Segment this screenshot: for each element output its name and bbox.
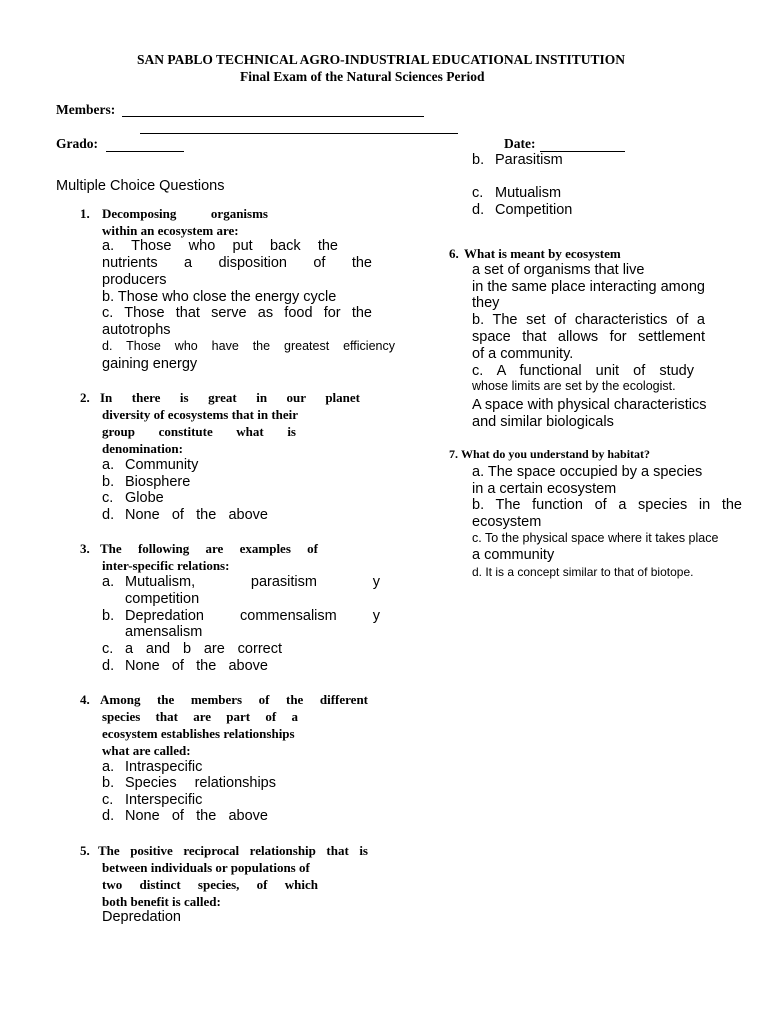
question-number: 4. — [80, 692, 90, 707]
option-a[interactable]: Depredation — [102, 909, 181, 925]
option-a-cont: they — [472, 295, 500, 311]
question-text: What do you understand by habitat? — [461, 447, 651, 461]
option-c[interactable]: Globe — [125, 490, 164, 506]
question-number: 3. — [80, 541, 90, 556]
option-a-cont: in a certain ecosystem — [472, 481, 617, 497]
question-text: inter-specific relations: — [102, 558, 230, 573]
option-b-cont: ecosystem — [472, 514, 542, 530]
option-letter: d. — [472, 202, 485, 218]
option-a[interactable]: a set of organisms that live — [472, 262, 645, 278]
question-text: diversity of ecosystems that in their — [102, 407, 299, 422]
option-a[interactable]: Community — [125, 457, 199, 473]
institution-name: SAN PABLO TECHNICAL AGRO-INDUSTRIAL EDUCATIONAL INSTITUTION — [137, 52, 625, 67]
question-number: 5. — [80, 843, 90, 858]
option-a[interactable]: a. The space occupied by a species — [472, 464, 703, 480]
option-d-cont: and similar biologicals — [472, 414, 614, 430]
option-b[interactable]: Biosphere — [125, 474, 191, 490]
question-number: 1. — [80, 206, 90, 221]
question-text: both benefit is called: — [102, 894, 221, 909]
option-a-cont: in the same place interacting among — [472, 279, 705, 295]
option-a[interactable]: Mutualism, parasitism y — [125, 574, 380, 590]
option-letter: a. — [102, 574, 115, 590]
question-number: 7. — [449, 447, 458, 461]
option-a[interactable]: a. Those who put back the — [102, 238, 338, 254]
option-c[interactable]: c. Those that serve as food for the — [102, 305, 372, 321]
option-c[interactable]: c. To the physical space where it takes place — [472, 531, 719, 545]
members-line-1[interactable] — [122, 116, 424, 117]
option-d[interactable]: None of the above — [125, 808, 268, 824]
option-letter: b. — [102, 608, 115, 624]
question-text: between individuals or populations of — [102, 860, 310, 875]
option-letter: b. — [102, 474, 115, 490]
question-number: 6. — [449, 246, 459, 261]
option-letter: a. — [102, 759, 115, 775]
question-text: What is meant by ecosystem — [464, 246, 621, 261]
option-letter: c. — [102, 792, 114, 808]
question-text: within an ecosystem are: — [102, 223, 239, 238]
option-b[interactable]: Depredation commensalism y — [125, 608, 380, 624]
option-letter: d. — [102, 507, 115, 523]
question-text: denomination: — [102, 441, 183, 456]
members-label: Members: — [56, 102, 116, 117]
option-letter: b. — [102, 775, 115, 791]
option-d[interactable]: d. Those who have the greatest efficiency — [102, 339, 395, 353]
option-letter: c. — [472, 185, 484, 201]
option-c[interactable]: a and b are correct — [125, 641, 282, 657]
option-c-cont: autotrophs — [102, 322, 171, 338]
section-title: Multiple Choice Questions — [56, 178, 225, 194]
option-b[interactable]: b. The function of a species in the — [472, 497, 742, 513]
question-text: The positive reciprocal relationship that is — [98, 843, 368, 858]
option-letter: a. — [102, 457, 115, 473]
members-line-2[interactable] — [140, 133, 458, 134]
question-text: The following are examples of — [100, 541, 318, 556]
option-letter: c. — [102, 490, 114, 506]
question-text: ecosystem establishes relationships — [102, 726, 295, 741]
option-a-cont: producers — [102, 272, 167, 288]
option-d[interactable]: None of the above — [125, 658, 268, 674]
option-d[interactable]: d. It is a concept similar to that of biotope. — [472, 565, 694, 579]
option-d[interactable]: Competition — [495, 202, 573, 218]
question-text: Among the members of the different — [100, 692, 368, 707]
question-text: Decomposing organisms — [102, 206, 268, 221]
option-b-cont: of a community. — [472, 346, 574, 362]
option-letter: c. — [102, 641, 114, 657]
option-b[interactable]: Species relationships — [125, 775, 276, 791]
option-b[interactable]: b. Those who close the energy cycle — [102, 289, 337, 305]
question-number: 2. — [80, 390, 90, 405]
option-c-cont: whose limits are set by the ecologist. — [472, 379, 676, 393]
grado-label: Grado: — [56, 136, 98, 151]
option-d-cont: gaining energy — [102, 356, 198, 372]
option-letter: b. — [472, 152, 485, 168]
option-letter: d. — [102, 658, 115, 674]
option-c[interactable]: Interspecific — [125, 792, 203, 808]
date-label: Date: — [504, 136, 536, 151]
option-b[interactable]: b. The set of characteristics of a — [472, 312, 705, 328]
option-a-cont: competition — [125, 591, 200, 607]
option-b-cont: space that allows for settlement — [472, 329, 705, 345]
question-text: In there is great in our planet — [100, 390, 360, 405]
grado-line[interactable] — [106, 151, 184, 152]
option-b-cont: amensalism — [125, 624, 203, 640]
question-text: species that are part of a — [102, 709, 298, 724]
option-a[interactable]: Intraspecific — [125, 759, 203, 775]
question-text: two distinct species, of which — [102, 877, 318, 892]
option-c[interactable]: Mutualism — [495, 185, 562, 201]
option-b[interactable]: Parasitism — [495, 152, 563, 168]
question-text: group constitute what is — [102, 424, 296, 439]
exam-title: Final Exam of the Natural Sciences Period — [240, 69, 485, 84]
option-letter: d. — [102, 808, 115, 824]
option-c[interactable]: c. A functional unit of study — [472, 363, 694, 379]
option-d[interactable]: A space with physical characteristics — [472, 397, 707, 413]
option-c-cont: a community — [472, 547, 555, 563]
question-text: what are called: — [102, 743, 191, 758]
option-d[interactable]: None of the above — [125, 507, 268, 523]
option-a-cont: nutrients a disposition of the — [102, 255, 372, 271]
